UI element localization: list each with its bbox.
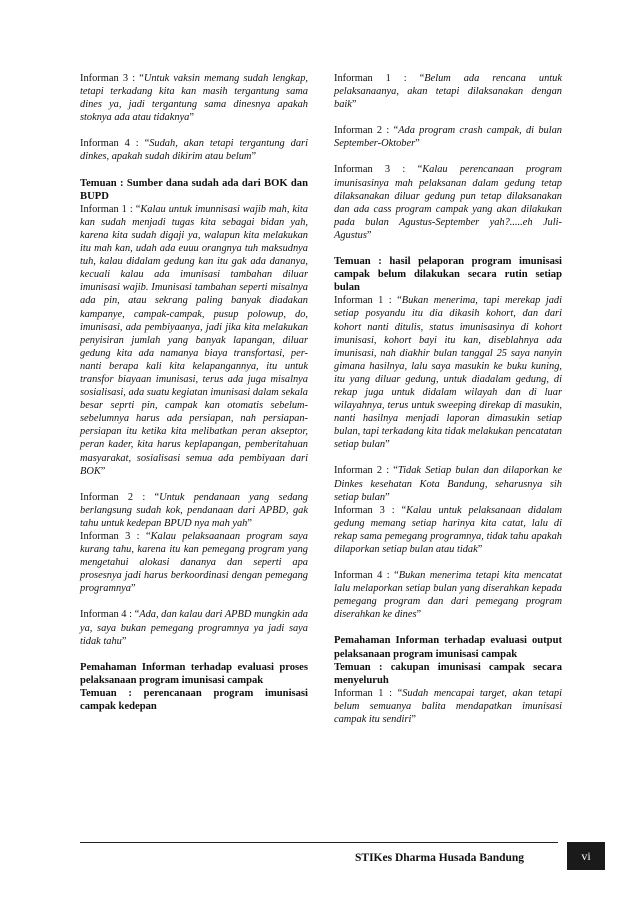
finding-heading	[80, 687, 308, 713]
quote-close: ”	[247, 517, 252, 529]
informant-quote	[334, 569, 562, 621]
quote-paragraph	[334, 163, 562, 242]
informant-quote	[334, 72, 562, 111]
informant-quote	[80, 203, 308, 478]
informant-label: Informan 1 : “	[80, 203, 141, 215]
quote-close: ”	[121, 635, 127, 647]
quote-close: ”	[411, 714, 416, 726]
quote-close: ”	[131, 583, 136, 595]
quote-paragraph	[334, 569, 562, 621]
informant-label: Informan 2 : “	[334, 465, 398, 477]
quote-text: Kalau pelaksaanaan program saya kurang tahu, karena itu kan pemegang program yang mengetahui alokasi dananya dan seperti apa prosesnya jadi harus berkoordinasi dengan pemegang programnya	[80, 531, 308, 595]
informant-label: Informan 2 : “	[80, 491, 160, 503]
quote-close: ”	[415, 138, 420, 150]
quote-text: Sudah mencapai target, akan tetapi belum semuanya balita mendapatkan imunisasi campak itu sendiri	[334, 687, 562, 726]
quote-close: ”	[351, 99, 357, 111]
heading-text: Pemahaman Informan terhadap evaluasi proses pelaksanaan program imunisasi campak	[80, 661, 308, 686]
informant-label: Informan 4 : “	[80, 609, 140, 621]
finding-heading	[334, 661, 562, 687]
informant-quote	[334, 294, 562, 451]
informant-quote	[80, 530, 308, 595]
quote-text: Sudah, akan tetapi tergantung dari dinkes, apakah sudah dikirim atau belum	[80, 138, 308, 163]
informant-label: Informan 1 : “	[334, 687, 403, 699]
page-number: vi	[567, 842, 605, 870]
quote-text: Ada, dan kalau dari APBD mungkin ada ya, saya bukan pemegang programnya ya jadi saya tidak tahu	[80, 609, 308, 647]
right-column	[334, 72, 562, 739]
informant-label: Informan 2 : “	[334, 125, 399, 137]
quote-paragraph	[334, 464, 562, 503]
informant-quote	[334, 464, 562, 503]
quote-close: ”	[477, 544, 483, 555]
informant-label: Informan 4 : “	[334, 570, 399, 582]
finding-heading	[334, 634, 562, 660]
footer-institution: STIKes Dharma Husada Bandung	[355, 852, 525, 864]
quote-text: Bukan menerima, tapi merekap jadi setiap posyandu itu dia dikasih kohort, dan dari kohort nanti ditulis, status imunisasinya di kohort imunisasi, kohort bayi itu kan, diseblahnya ada imunisasi, nah diakhir bulan tanggal 25 saya nanyin gimana hasilnya, lalu saya masukin ke buku kuning, itu yang diluar gedung, untuk diadalam gedung, di rekap juga untuk didalam wilayah dan di luar wilayahnya, terus untuk sweeping direkap di masukin, nanti hasilnya menjadi laporan dimasukin setiap bulan, tapi terkadang kita tidak melakukan pencatatan setiap bulan	[334, 295, 562, 451]
informant-label: Informan 3 : “	[334, 164, 423, 176]
quote-close: ”	[385, 439, 390, 451]
informant-quote	[334, 504, 562, 556]
informant-quote	[80, 608, 308, 647]
informant-label: Informan 3 : “	[334, 504, 407, 516]
quote-text: Kalau untuk imunnisasi wajib mah, kita kan sudah menjadi tugas kita sebagai bidan yah, karena kita sudah digaji ya, walapun kita melakukan itu mah kan, udah ada euuu orangnya tuh maksudnya tuh, kalau didalam gedung kan itu gak ada dananya, kecuali kalau ada imunisasi tambahan diluar imunisasi wajib. Imunisasi tambahan seperti misalnya ada pin, atau sekrang paling banyak diadakan kampanye, campak-campak, pusup polowup, do, imunisasi, ada pembiyaanya, jadi jika kita melakukan penyisiran jumlah yang banyak lapangan, diluar gedung kita ada namanya biaya transfortasi, per-nanti berapa kali kita kelapangannya, itu untuk transfor biayaan imunisasi, terus ada juga misalnya sosialisasi, ada suatu kegiatan imunisasi dalam sekala besar seprti pin, campak kan otomatis sebelum-sebelumnya harus ada persiapan, nah persiapan-persiapan itu ketika kita melibatkan peran akseptor, peran kader, kita harus keplapangan, pemberitahuan masyarakat, sosialisasi semua ada pembiyaan dari BOK	[80, 203, 308, 477]
quote-text: Bukan menerima tetapi kita mencatat lalu melaporkan setiap bulan yang diserahkan kepada pemegang program dan dari pemegang program diserahkan ke dines	[334, 570, 562, 621]
quote-paragraph	[80, 203, 308, 478]
quote-close: ”	[416, 609, 422, 621]
finding-heading	[80, 661, 308, 687]
quote-paragraph	[80, 530, 308, 595]
informant-quote	[334, 163, 562, 242]
finding-heading	[334, 255, 562, 294]
quote-text: Untuk pendanaan yang sedang berlangsung sudah kok, pendanaan dari APBD, gak tahu untuk kedepan BPUD nya mah yah	[80, 491, 308, 529]
quote-paragraph	[334, 72, 562, 111]
quote-text: Untuk vaksin memang sudah lengkap, tetapi terkadang kita kan masih tergantung sama dines ya, jadi tergantung sama dinesnya apakah stoknya ada atau tidaknya	[80, 73, 308, 124]
heading-text: Temuan : perencanaan program imunisasi campak kedepan	[80, 687, 308, 713]
heading-text: Pemahaman Informan terhadap evaluasi output pelaksanaan program imunisasi campak	[334, 635, 562, 660]
informant-quote	[80, 72, 308, 124]
quote-paragraph	[334, 687, 562, 726]
quote-paragraph	[80, 72, 308, 124]
quote-paragraph	[80, 137, 308, 163]
quote-text: Kalau perencanaan program imunisasinya mah pelaksanan dalam gedung tetap dilaksanakan diluar gedung pun tetap dilaksanakan dan ada cass program campak yang akan dilakukan pada bulan Agustus-September yah?.....eh Juli-Agustus	[334, 164, 562, 241]
heading-text: Temuan : cakupan imunisasi campak secara menyeluruh	[334, 661, 562, 686]
informant-quote	[80, 491, 308, 530]
left-column	[80, 72, 308, 713]
quote-close: ”	[251, 151, 257, 163]
informant-label: Informan 4 : “	[80, 138, 150, 150]
quote-text: Tidak Setiap bulan dan dilaporkan ke Dinkes kesehatan Kota Bandung, seharusnya sih setiap bulan	[334, 465, 562, 503]
quote-paragraph	[334, 504, 562, 556]
informant-quote	[80, 137, 308, 163]
quote-paragraph	[334, 294, 562, 451]
informant-label: Informan 3 : “	[80, 531, 151, 542]
quote-paragraph	[80, 608, 308, 647]
quote-close: ”	[100, 465, 106, 477]
quote-text: Belum ada rencana untuk pelaksanaanya, akan tetapi dilaksanakan dengan baik	[334, 73, 562, 111]
informant-label: Informan 1 : “	[334, 73, 425, 84]
quote-text: Kalau untuk pelaksanaan didalam gedung memang setiap harinya kita catat, lalu di rekap sama pemegang programnya, tidak tahu apakah dilaporkan setiap bulan atau tidak	[334, 504, 562, 555]
quote-close: ”	[189, 112, 194, 124]
footer-divider	[80, 842, 558, 843]
informant-quote	[334, 687, 562, 726]
quote-close: ”	[385, 491, 390, 503]
heading-text: Temuan : Sumber dana sudah ada dari BOK dan BUPD	[80, 177, 308, 202]
quote-close: ”	[366, 229, 372, 241]
quote-paragraph	[334, 124, 562, 150]
informant-quote	[334, 124, 562, 150]
informant-label: Informan 1 : “	[334, 295, 402, 307]
quote-paragraph	[80, 491, 308, 530]
heading-text: Temuan : hasil pelaporan program imunisasi campak belum dilakukan secara rutin setiap bulan	[334, 256, 562, 294]
quote-text: Ada program crash campak, di bulan September-Oktober	[334, 125, 562, 150]
informant-label: Informan 3 : “	[80, 73, 144, 84]
finding-heading	[80, 177, 308, 203]
